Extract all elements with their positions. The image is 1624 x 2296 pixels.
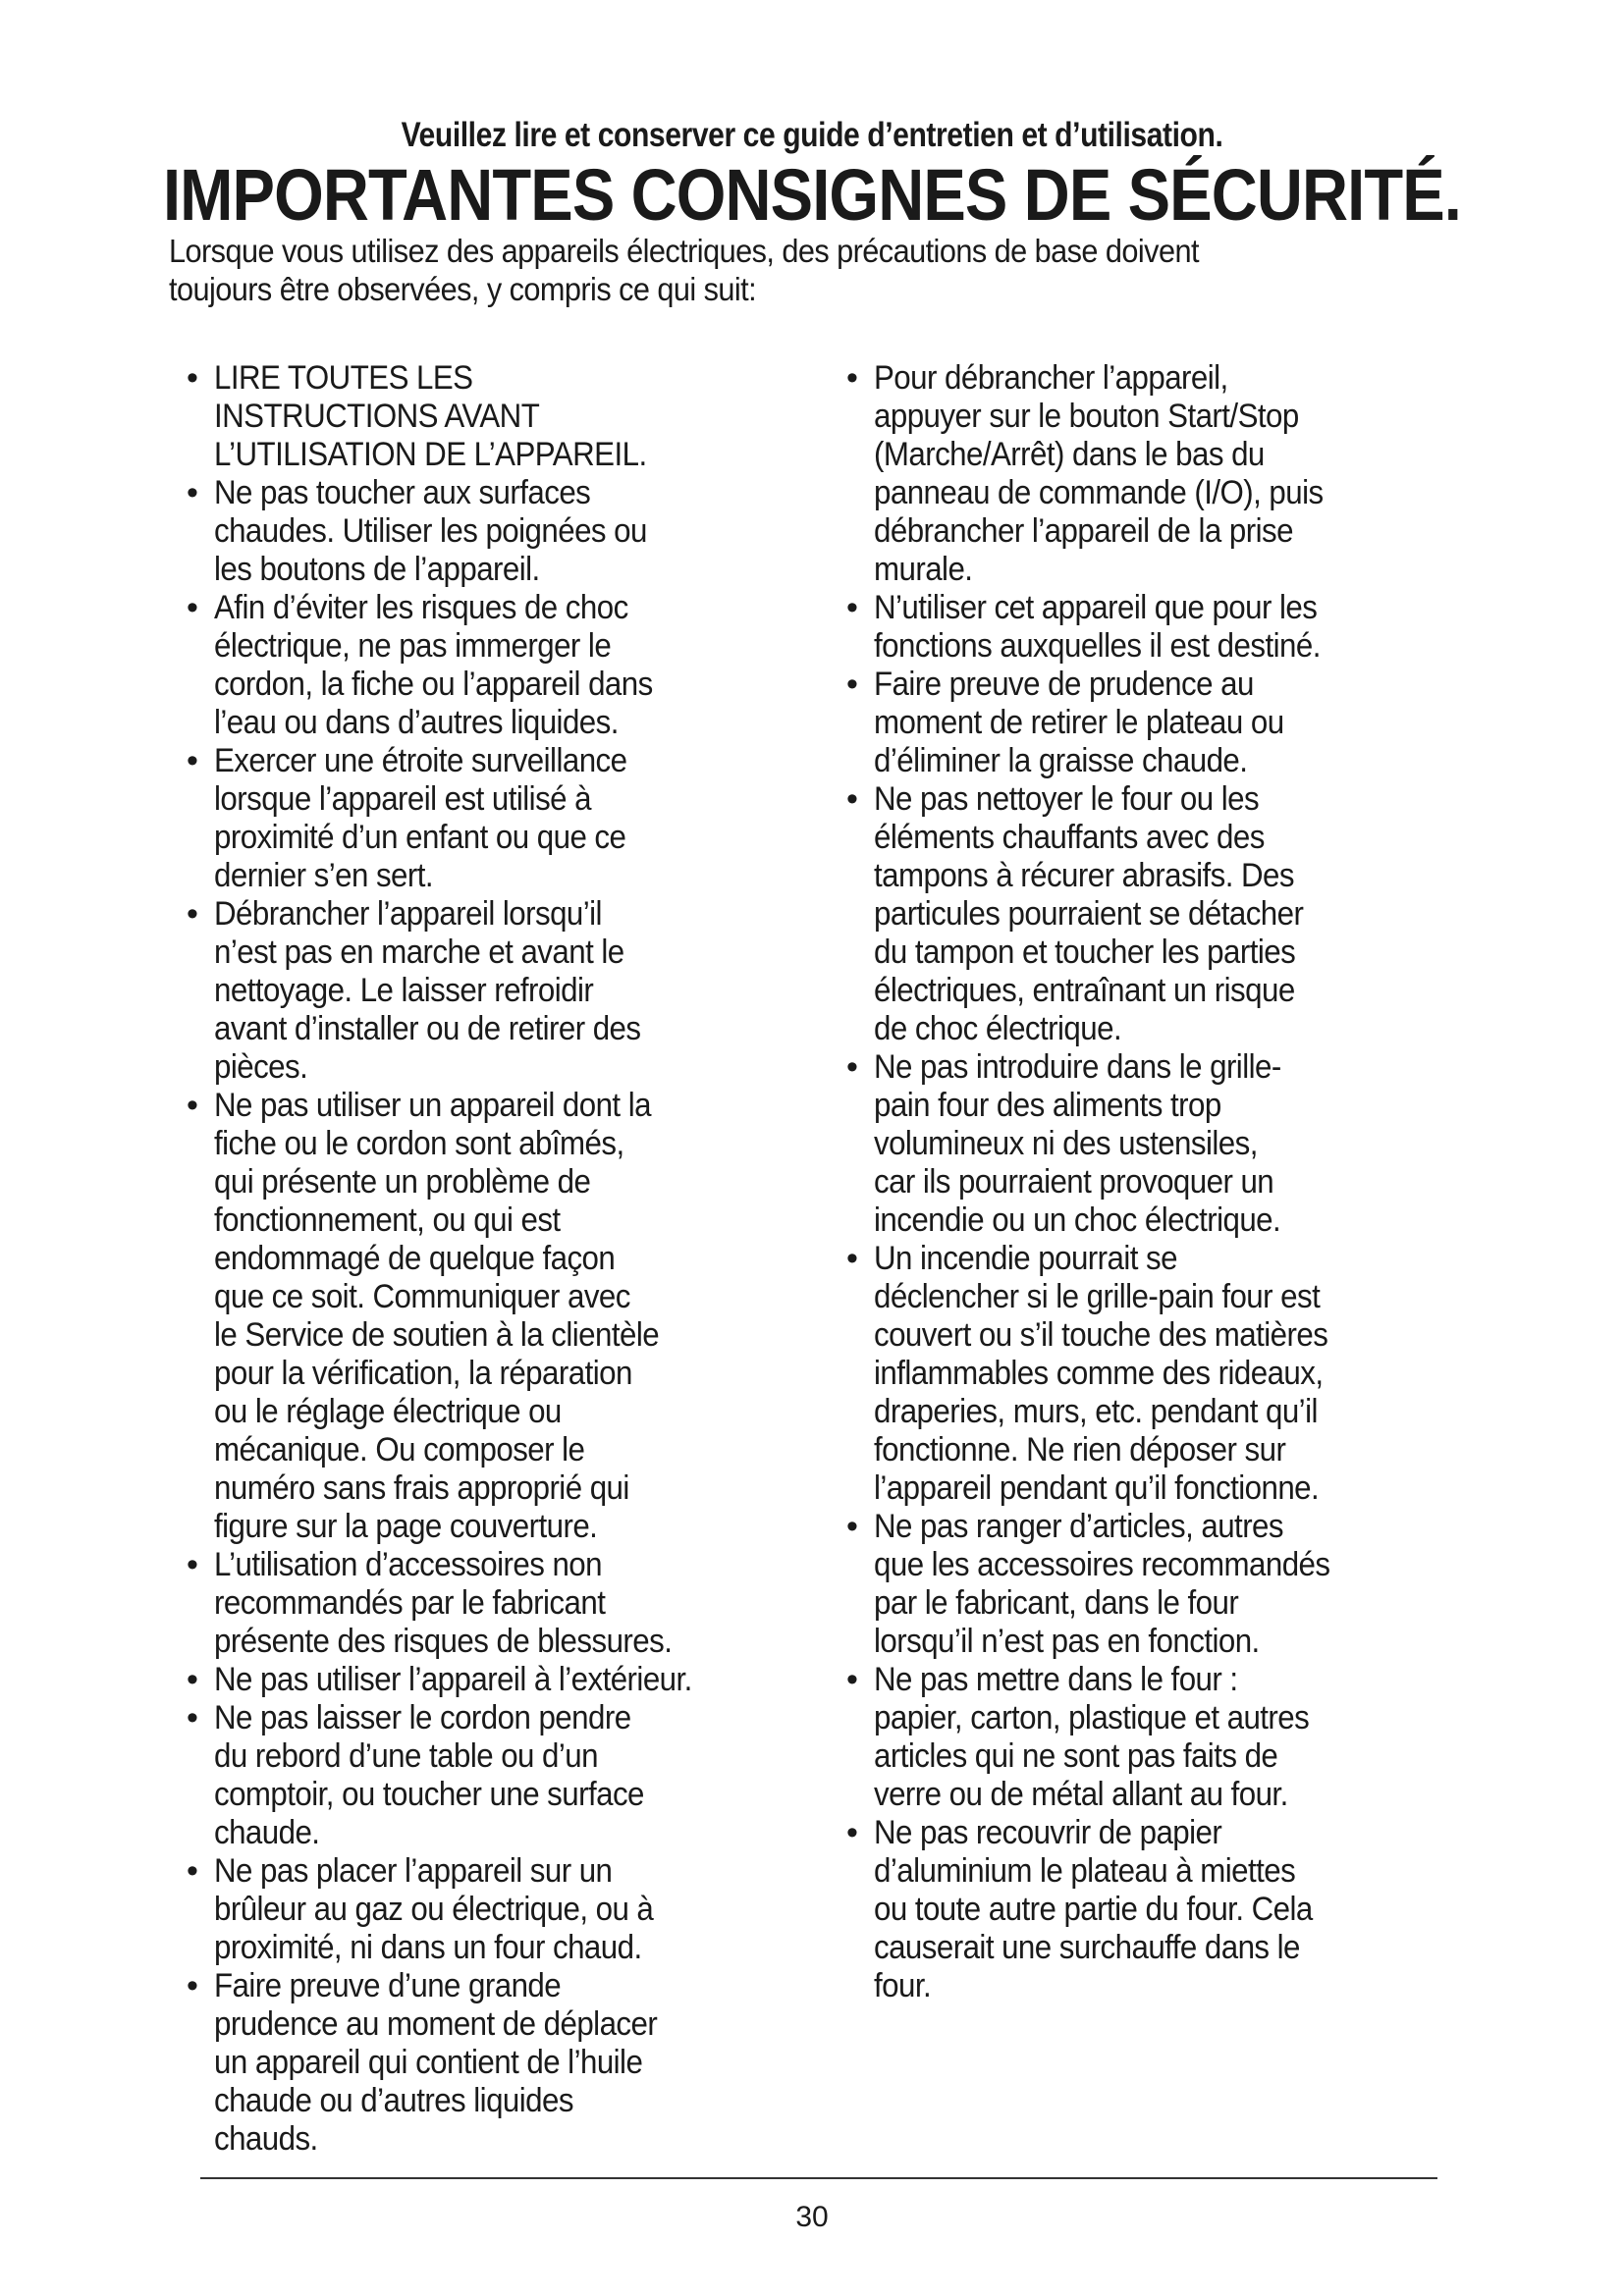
instruction-line: panneau de commande (I/O), puis [874, 474, 1324, 511]
instruction-line: Ne pas placer l’appareil sur un [214, 1852, 613, 1890]
instruction-line: mécanique. Ou composer le [214, 1431, 585, 1468]
instruction-line: l’eau ou dans d’autres liquides. [214, 704, 619, 741]
instruction-line: que les accessoires recommandés [874, 1546, 1330, 1583]
instruction-line: fonctionnement, ou qui est [214, 1201, 561, 1239]
bullet-icon: • [846, 1508, 858, 1545]
instruction-line: articles qui ne sont pas faits de [874, 1737, 1278, 1775]
safety-instruction-item [846, 1508, 1475, 1661]
instruction-line: Ne pas utiliser l’appareil à l’extérieur. [214, 1661, 692, 1698]
instruction-line: proximité d’un enfant ou que ce [214, 819, 626, 856]
instruction-line: de choc électrique. [874, 1010, 1122, 1047]
bullet-icon: • [846, 359, 858, 397]
instruction-line: du tampon et toucher les parties [874, 934, 1296, 971]
safety-instruction-item [846, 359, 1475, 589]
instruction-line: électrique, ne pas immerger le [214, 627, 612, 665]
instruction-line: ou toute autre partie du four. Cela [874, 1891, 1313, 1928]
bullet-icon: • [846, 1240, 858, 1277]
instruction-line: Ne pas nettoyer le four ou les [874, 780, 1260, 818]
bullet-icon: • [187, 589, 198, 626]
instruction-line: L’UTILISATION DE L’APPAREIL. [214, 436, 647, 473]
intro-line: toujours être observées, y compris ce qui suit: [169, 271, 757, 307]
instruction-line: Ne pas introduire dans le grille- [874, 1048, 1281, 1086]
instruction-line: Ne pas utiliser un appareil dont la [214, 1087, 651, 1124]
safety-instruction-item [187, 589, 815, 742]
instruction-line: Afin d’éviter les risques de choc [214, 589, 628, 626]
safety-instruction-item [846, 1240, 1475, 1508]
instruction-line: présente des risques de blessures. [214, 1623, 673, 1660]
safety-instruction-item [187, 359, 815, 474]
instruction-line: avant d’installer ou de retirer des [214, 1010, 641, 1047]
instruction-line: lorsque l’appareil est utilisé à [214, 780, 591, 818]
instruction-line: car ils pourraient provoquer un [874, 1163, 1274, 1201]
safety-instruction-item [846, 1661, 1475, 1814]
instruction-line: cordon, la fiche ou l’appareil dans [214, 666, 653, 703]
instruction-line: un appareil qui contient de l’huile [214, 2044, 643, 2081]
instruction-line: comptoir, ou toucher une surface [214, 1776, 644, 1813]
bullet-icon: • [187, 742, 198, 779]
instruction-line: fiche ou le cordon sont abîmés, [214, 1125, 624, 1162]
bullet-icon: • [187, 474, 198, 511]
instruction-line: électriques, entraînant un risque [874, 972, 1295, 1009]
instruction-line: murale. [874, 551, 973, 588]
safety-instruction-item [846, 780, 1475, 1048]
instruction-line: chauds. [214, 2120, 318, 2158]
instruction-line: fonctions auxquelles il est destiné. [874, 627, 1321, 665]
right-instruction-column [846, 359, 1475, 2005]
instruction-line: four. [874, 1967, 932, 2004]
instruction-line: n’est pas en marche et avant le [214, 934, 624, 971]
instruction-line: chaudes. Utiliser les poignées ou [214, 512, 647, 550]
instruction-line: Un incendie pourrait se [874, 1240, 1177, 1277]
instruction-line: ou le réglage électrique ou [214, 1393, 562, 1430]
instruction-line: déclencher si le grille-pain four est [874, 1278, 1321, 1315]
safety-instruction-item [187, 1546, 815, 1661]
instruction-line: Pour débrancher l’appareil, [874, 359, 1228, 397]
instruction-line: le Service de soutien à la clientèle [214, 1316, 660, 1354]
safety-instruction-item [846, 1048, 1475, 1240]
instruction-line: causerait une surchauffe dans le [874, 1929, 1300, 1966]
instruction-line: (Marche/Arrêt) dans le bas du [874, 436, 1265, 473]
page-number: 30 [795, 2201, 829, 2233]
instruction-line: que ce soit. Communiquer avec [214, 1278, 630, 1315]
instruction-line: par le fabricant, dans le four [874, 1584, 1239, 1622]
instruction-line: recommandés par le fabricant [214, 1584, 606, 1622]
instruction-line: d’éliminer la graisse chaude. [874, 742, 1248, 779]
instruction-line: les boutons de l’appareil. [214, 551, 540, 588]
safety-instruction-item [187, 1661, 815, 1699]
safety-instruction-item [187, 474, 815, 589]
bullet-icon: • [846, 589, 858, 626]
instruction-line: pain four des aliments trop [874, 1087, 1221, 1124]
footer-divider [200, 2177, 1437, 2179]
instruction-line: dernier s’en sert. [214, 857, 434, 894]
safety-instruction-item [187, 1699, 815, 1852]
instruction-line: moment de retirer le plateau ou [874, 704, 1284, 741]
bullet-icon: • [187, 1661, 198, 1698]
safety-instruction-item [187, 1852, 815, 1967]
instruction-line: numéro sans frais approprié qui [214, 1469, 629, 1507]
instruction-line: pour la vérification, la réparation [214, 1355, 632, 1392]
intro-paragraph [169, 232, 1375, 308]
instruction-line: Exercer une étroite surveillance [214, 742, 627, 779]
instruction-line: draperies, murs, etc. pendant qu’il [874, 1393, 1318, 1430]
instruction-line: incendie ou un choc électrique. [874, 1201, 1281, 1239]
bullet-icon: • [846, 780, 858, 818]
instruction-line: appuyer sur le bouton Start/Stop [874, 398, 1299, 435]
instruction-line: lorsqu’il n’est pas en fonction. [874, 1623, 1260, 1660]
bullet-icon: • [187, 359, 198, 397]
instruction-line: qui présente un problème de [214, 1163, 591, 1201]
instruction-line: nettoyage. Le laisser refroidir [214, 972, 594, 1009]
instruction-line: Ne pas laisser le cordon pendre [214, 1699, 631, 1736]
instruction-line: volumineux ni des ustensiles, [874, 1125, 1258, 1162]
instruction-line: prudence au moment de déplacer [214, 2005, 658, 2043]
instruction-line: figure sur la page couverture. [214, 1508, 598, 1545]
bullet-icon: • [846, 1048, 858, 1086]
instruction-line: Ne pas recouvrir de papier [874, 1814, 1222, 1851]
bullet-icon: • [846, 1814, 858, 1851]
bullet-icon: • [187, 1852, 198, 1890]
instruction-line: fonctionne. Ne rien déposer sur [874, 1431, 1286, 1468]
bullet-icon: • [187, 895, 198, 933]
instruction-line: débrancher l’appareil de la prise [874, 512, 1293, 550]
instruction-line: inflammables comme des rideaux, [874, 1355, 1324, 1392]
instruction-line: Faire preuve d’une grande [214, 1967, 562, 2004]
instruction-line: chaude ou d’autres liquides [214, 2082, 573, 2119]
bullet-icon: • [187, 1087, 198, 1124]
instruction-line: endommagé de quelque façon [214, 1240, 616, 1277]
safety-instruction-item [846, 1814, 1475, 2005]
bullet-icon: • [846, 1661, 858, 1698]
bullet-icon: • [187, 1967, 198, 2004]
instruction-line: Faire preuve de prudence au [874, 666, 1254, 703]
safety-instruction-item [187, 742, 815, 895]
safety-instruction-item [187, 1967, 815, 2159]
safety-instruction-item [846, 666, 1475, 780]
instruction-line: éléments chauffants avec des [874, 819, 1265, 856]
instruction-line: l’appareil pendant qu’il fonctionne. [874, 1469, 1320, 1507]
instruction-line: chaude. [214, 1814, 320, 1851]
instruction-line: INSTRUCTIONS AVANT [214, 398, 540, 435]
instruction-line: verre ou de métal allant au four. [874, 1776, 1288, 1813]
instruction-line: particules pourraient se détacher [874, 895, 1304, 933]
instruction-line: Débrancher l’appareil lorsqu’il [214, 895, 602, 933]
instruction-line: pièces. [214, 1048, 308, 1086]
safety-title: IMPORTANTES CONSIGNES DE SÉCURITÉ. [162, 154, 1462, 236]
bullet-icon: • [187, 1699, 198, 1736]
instruction-line: brûleur au gaz ou électrique, ou à [214, 1891, 654, 1928]
instruction-line: tampons à récurer abrasifs. Des [874, 857, 1294, 894]
bullet-icon: • [187, 1546, 198, 1583]
document-subtitle: Veuillez lire et conserver ce guide d’entretien et d’utilisation. [401, 116, 1223, 154]
intro-line: Lorsque vous utilisez des appareils électriques, des précautions de base doivent [169, 233, 1199, 269]
instruction-line: Ne pas ranger d’articles, autres [874, 1508, 1283, 1545]
left-instruction-column [187, 359, 815, 2159]
instruction-line: proximité, ni dans un four chaud. [214, 1929, 642, 1966]
bullet-icon: • [846, 666, 858, 703]
instruction-line: L’utilisation d’accessoires non [214, 1546, 602, 1583]
safety-instruction-item [187, 895, 815, 1087]
instruction-line: papier, carton, plastique et autres [874, 1699, 1310, 1736]
instruction-line: Ne pas toucher aux surfaces [214, 474, 591, 511]
instruction-line: du rebord d’une table ou d’un [214, 1737, 598, 1775]
instruction-line: N’utiliser cet appareil que pour les [874, 589, 1318, 626]
instruction-line: couvert ou s’il touche des matières [874, 1316, 1328, 1354]
instruction-line: LIRE TOUTES LES [214, 359, 473, 397]
instruction-line: d’aluminium le plateau à miettes [874, 1852, 1296, 1890]
safety-instruction-item [187, 1087, 815, 1546]
instruction-line: Ne pas mettre dans le four : [874, 1661, 1238, 1698]
safety-instruction-item [846, 589, 1475, 666]
